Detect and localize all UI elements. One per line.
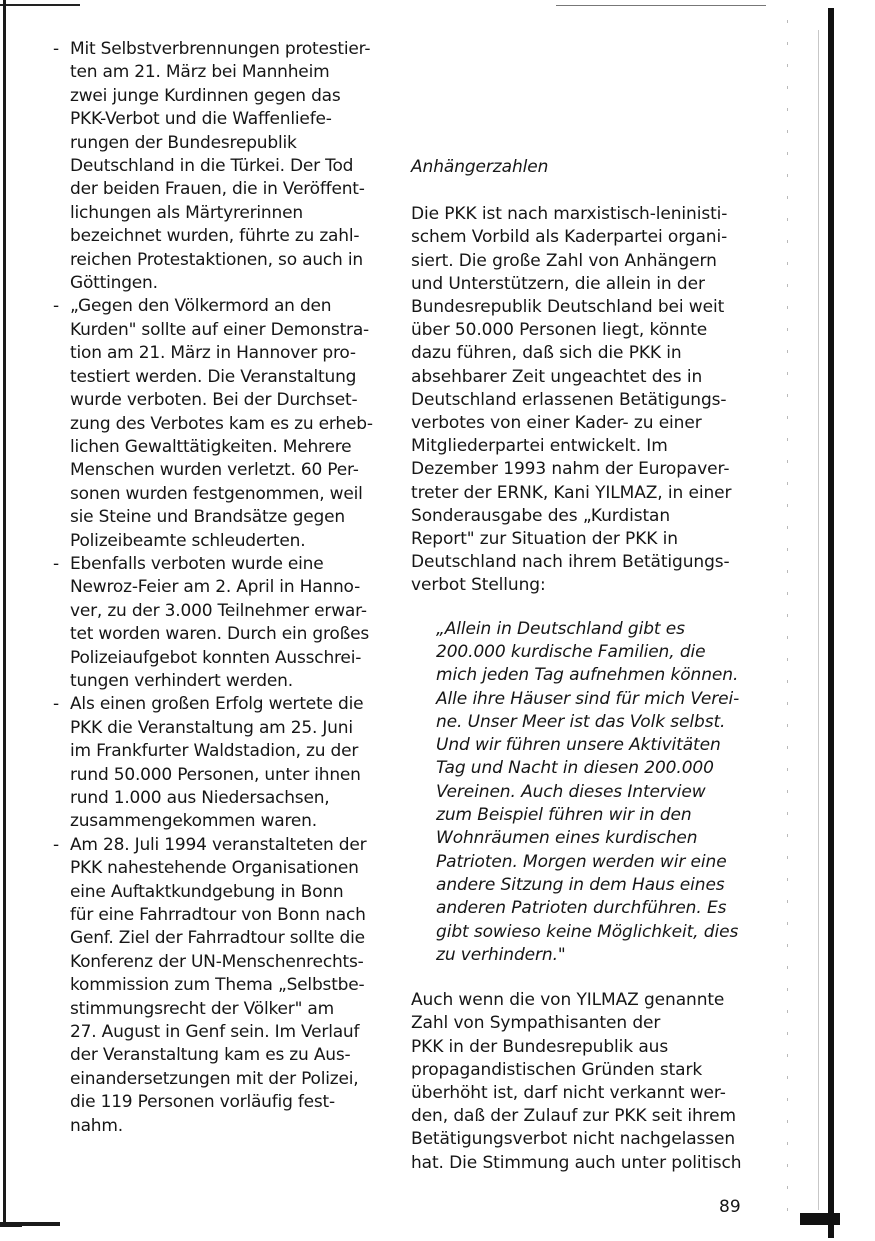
text-line: Mitgliederpartei entwickelt. Im bbox=[411, 436, 668, 457]
text-line: die 119 Personen vorläufig fest- bbox=[70, 1092, 335, 1113]
quote-line: Alle ihre Häuser sind für mich Verei- bbox=[436, 688, 740, 709]
text-line: verbot Stellung: bbox=[411, 575, 546, 596]
page-number: 89 bbox=[719, 1197, 741, 1217]
text-line: Als einen großen Erfolg wertete die bbox=[70, 694, 364, 715]
text-line: Menschen wurden verletzt. 60 Per- bbox=[70, 460, 359, 481]
bullet-dash: - bbox=[53, 834, 59, 855]
text-line: für eine Fahrradtour von Bonn nach bbox=[70, 905, 366, 926]
quote-line: zu verhindern." bbox=[436, 944, 566, 965]
quote-line: Vereinen. Auch dieses Interview bbox=[436, 781, 706, 802]
text-line: Genf. Ziel der Fahrradtour sollte die bbox=[70, 928, 365, 949]
text-line: ver, zu der 3.000 Teilnehmer erwar- bbox=[70, 600, 367, 621]
text-line: lichen Gewalttätigkeiten. Mehrere bbox=[70, 436, 352, 457]
quote-line: zum Beispiel führen wir in den bbox=[436, 805, 692, 826]
scan-edge-bottom-left bbox=[0, 1222, 60, 1226]
text-line: Deutschland erlassenen Betätigungs- bbox=[411, 389, 727, 410]
text-line: Am 28. Juli 1994 veranstalteten der bbox=[70, 834, 367, 855]
text-line: PKK-Verbot und die Waffenliefe- bbox=[70, 109, 332, 130]
text-line: der Veranstaltung kam es zu Aus- bbox=[70, 1045, 351, 1066]
text-line: siert. Die große Zahl von Anhängern bbox=[411, 250, 717, 271]
quote-line: andere Sitzung in dem Haus eines bbox=[436, 874, 725, 895]
text-line: dazu führen, daß sich die PKK in bbox=[411, 343, 682, 364]
text-line: Zahl von Sympathisanten der bbox=[411, 1013, 661, 1034]
quote-line: gibt sowieso keine Möglichkeit, dies bbox=[436, 921, 739, 942]
text-line: tion am 21. März in Hannover pro- bbox=[70, 343, 356, 364]
text-line: zung des Verbotes kam es zu erheb- bbox=[70, 413, 373, 434]
text-line: verbotes von einer Kader- zu einer bbox=[411, 413, 702, 434]
text-line: stimmungsrecht der Völker" am bbox=[70, 998, 334, 1019]
text-line: zusammengekommen waren. bbox=[70, 811, 317, 832]
text-line: sonen wurden festgenommen, weil bbox=[70, 483, 363, 504]
text-line: Newroz-Feier am 2. April in Hanno- bbox=[70, 577, 361, 598]
text-line: PKK nahestehende Organisationen bbox=[70, 858, 359, 879]
right-column bbox=[411, 156, 751, 1175]
text-line: überhöht ist, darf nicht verkannt wer- bbox=[411, 1082, 726, 1103]
text-line: Mit Selbstverbrennungen protestier- bbox=[70, 39, 371, 59]
text-line: Polizeiaufgebot konnten Ausschrei- bbox=[70, 647, 362, 668]
bullet-item bbox=[53, 295, 400, 552]
text-line: kommission zum Thema „Selbstbe- bbox=[70, 975, 365, 996]
scan-edge-top-left bbox=[0, 4, 80, 6]
quote-line: Und wir führen unsere Aktivitäten bbox=[436, 735, 721, 756]
text-line: Report" zur Situation der PKK in bbox=[411, 529, 678, 550]
bullet-item bbox=[53, 834, 400, 1138]
text-line: reichen Protestaktionen, so auch in bbox=[70, 249, 363, 270]
text-line: wurde verboten. Bei der Durchset- bbox=[70, 390, 358, 411]
text-line: und Unterstützern, die allein in der bbox=[411, 273, 705, 294]
text-line: rund 50.000 Personen, unter ihnen bbox=[70, 764, 361, 785]
text-line: im Frankfurter Waldstadion, zu der bbox=[70, 741, 359, 762]
text-line: rungen der Bundesrepublik bbox=[70, 132, 297, 153]
text-line: Dezember 1993 nahm der Europaver- bbox=[411, 459, 730, 480]
text-line: absehbarer Zeit ungeachtet des in bbox=[411, 366, 703, 387]
text-line: Auch wenn die von YILMAZ genannte bbox=[411, 990, 725, 1011]
text-line: Die PKK ist nach marxistisch-leninisti- bbox=[411, 204, 728, 225]
scan-edge-top-right bbox=[556, 5, 766, 6]
scan-edge-right bbox=[828, 8, 834, 1238]
text-line: „Gegen den Völkermord an den bbox=[70, 296, 332, 317]
text-line: über 50.000 Personen liegt, könnte bbox=[411, 320, 708, 341]
text-line: Betätigungsverbot nicht nachgelassen bbox=[411, 1129, 736, 1150]
text-line: testiert werden. Die Veranstaltung bbox=[70, 366, 357, 387]
text-line: der beiden Frauen, die in Veröffent- bbox=[70, 179, 365, 200]
bullet-dash: - bbox=[53, 694, 59, 715]
text-line: Bundesrepublik Deutschland bei weit bbox=[411, 297, 725, 318]
bullet-item bbox=[53, 553, 400, 693]
text-line: Konferenz der UN-Menschenrechts- bbox=[70, 951, 364, 972]
bullet-item bbox=[53, 693, 400, 833]
block-quote bbox=[436, 618, 751, 967]
text-line: lichungen als Märtyrerinnen bbox=[70, 202, 303, 223]
text-line: Deutschland in die Türkei. Der Tod bbox=[70, 156, 354, 177]
text-line: sie Steine und Brandsätze gegen bbox=[70, 507, 345, 528]
text-line: Sonderausgabe des „Kurdistan bbox=[411, 505, 671, 526]
text-line: PKK in der Bundesrepublik aus bbox=[411, 1036, 669, 1057]
text-line: Polizeibeamte schleuderten. bbox=[70, 530, 306, 551]
text-line: eine Auftaktkundgebung in Bonn bbox=[70, 881, 344, 902]
text-line: tet worden waren. Durch ein großes bbox=[70, 624, 369, 645]
text-line: Kurden" sollte auf einer Demonstra- bbox=[70, 319, 369, 340]
scan-edge-bottom-right bbox=[800, 1213, 840, 1225]
text-line: Deutschland nach ihrem Betätigungs- bbox=[411, 552, 730, 573]
section-heading: Anhängerzahlen bbox=[411, 157, 549, 177]
text-line: Ebenfalls verboten wurde eine bbox=[70, 553, 324, 574]
bullet-dash: - bbox=[53, 296, 59, 317]
text-line: ten am 21. März bei Mannheim bbox=[70, 62, 330, 83]
bullet-dash: - bbox=[53, 39, 59, 59]
quote-line: Patrioten. Morgen werden wir eine bbox=[436, 851, 727, 872]
text-line: PKK die Veranstaltung am 25. Juni bbox=[70, 717, 353, 738]
text-line: bezeichnet wurden, führte zu zahl- bbox=[70, 226, 360, 247]
text-line: zwei junge Kurdinnen gegen das bbox=[70, 85, 341, 106]
quote-line: Tag und Nacht in diesen 200.000 bbox=[436, 758, 714, 779]
paragraph-conclusion bbox=[411, 989, 751, 1175]
text-line: schem Vorbild als Kaderpartei organi- bbox=[411, 227, 728, 248]
scan-edge-left bbox=[3, 0, 6, 1222]
text-line: treter der ERNK, Kani YILMAZ, in einer bbox=[411, 482, 732, 503]
text-line: einandersetzungen mit der Polizei, bbox=[70, 1068, 359, 1089]
text-line: tungen verhindert werden. bbox=[70, 670, 293, 691]
text-line: propagandistischen Gründen stark bbox=[411, 1059, 703, 1080]
quote-line: mich jeden Tag aufnehmen können. bbox=[436, 665, 739, 686]
scan-edge-right-thin bbox=[818, 30, 819, 1210]
quote-line: 200.000 kurdische Familien, die bbox=[436, 641, 706, 662]
bullet-item bbox=[53, 38, 400, 295]
quote-line: ne. Unser Meer ist das Volk selbst. bbox=[436, 711, 726, 732]
text-line: nahm. bbox=[70, 1115, 123, 1136]
quote-line: Wohnräumen eines kurdischen bbox=[436, 828, 698, 849]
paragraph-intro bbox=[411, 203, 751, 597]
bullet-dash: - bbox=[53, 553, 59, 574]
quote-line: anderen Patrioten durchführen. Es bbox=[436, 898, 727, 919]
text-line: Göttingen. bbox=[70, 273, 158, 294]
scan-noise-right bbox=[787, 20, 788, 1220]
text-line: 27. August in Genf sein. Im Verlauf bbox=[70, 1022, 360, 1043]
quote-line: „Allein in Deutschland gibt es bbox=[436, 618, 685, 639]
left-column bbox=[53, 38, 400, 1138]
text-line: hat. Die Stimmung auch unter politisch bbox=[411, 1152, 742, 1173]
text-line: rund 1.000 aus Niedersachsen, bbox=[70, 788, 330, 808]
text-line: den, daß der Zulauf zur PKK seit ihrem bbox=[411, 1106, 737, 1127]
